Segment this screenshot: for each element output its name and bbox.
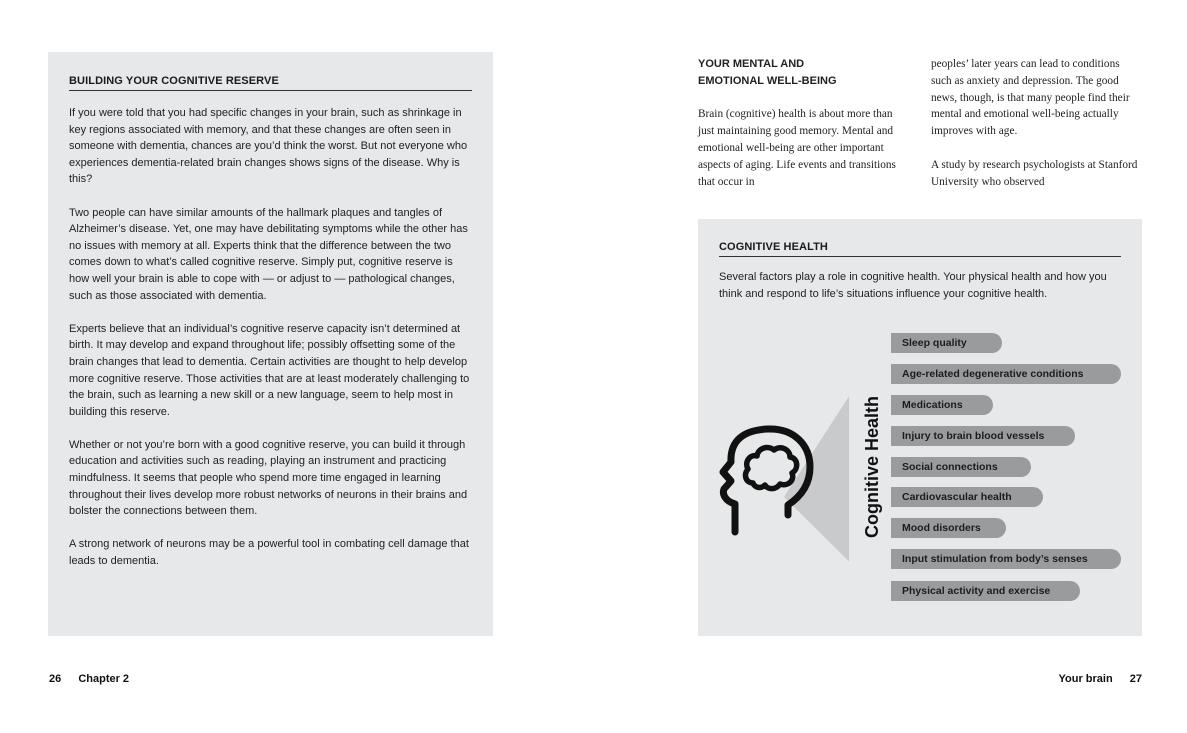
factor-physical-activity: Physical activity and exercise: [891, 581, 1080, 601]
cognitive-reserve-sidebar: [48, 52, 493, 636]
factor-mood-disorders: Mood disorders: [891, 518, 1006, 538]
right-page-number: 27: [1129, 673, 1142, 685]
paragraph: peoples’ later years can lead to conditions such as anxiety and depression. The good news, though, is that many people find their mental and emotional well-being actually improves with age.: [931, 58, 1130, 138]
cognitive-health-panel: [698, 219, 1142, 636]
cognitive-health-vertical-label: Cognitive Health: [862, 395, 882, 539]
cognitive-health-heading: COGNITIVE HEALTH: [719, 240, 1121, 257]
factor-injury-to-brain-blood-vessels: Injury to brain blood vessels: [891, 426, 1075, 446]
chapter-label: Chapter 2: [78, 673, 130, 685]
cognitive-reserve-heading: BUILDING YOUR COGNITIVE RESERVE: [69, 74, 472, 91]
paragraph: A strong network of neurons may be a powerful tool in combating cell damage that leads to dementia.: [69, 538, 469, 568]
factor-social-connections: Social connections: [891, 457, 1031, 477]
paragraph: Two people can have similar amounts of the hallmark plaques and tangles of Alzheimer’s disease. Yet, one may have debilitating symptoms while the other has no issues with memory at all. Experts think that the difference between the two comes down to what’s called cognitive reserve. Simply put, cognitive reserve is how well your brain is able to cope with — or adjust to — pathological changes, such as those associated with dementia.: [69, 206, 468, 302]
right-page-footer: [1058, 673, 1142, 685]
paragraph: Whether or not you’re born with a good cognitive reserve, you can build it through education and activities such as reading, playing an instrument and practicing mindfulness. It seems that people who spend more time engaged in learning throughout their lives develop more robust networks of neurons in their brains and bolster the connections between them.: [69, 438, 468, 518]
factor-input-stimulation: Input stimulation from body’s senses: [891, 549, 1121, 569]
paragraph: If you were told that you had specific changes in your brain, such as shrinkage in key regions associated with memory, and that these changes are often seen in someone with dementia, chances are you’d think the worst. But not everyone who experiences dementia-related brain changes shows signs of the disease. Why is this?: [69, 107, 468, 186]
factor-medications: Medications: [891, 395, 993, 415]
cognitive-health-intro: Several factors play a role in cognitive health. Your physical health and how you think and respond to life’s situations influence your cognitive health.: [719, 271, 1107, 300]
factor-cardiovascular-health: Cardiovascular health: [891, 487, 1043, 507]
mental-wellbeing-column-1: [698, 56, 898, 207]
left-page-number: 26: [49, 673, 62, 685]
paragraph: A study by research psychologists at Stanford University who observed: [931, 158, 1138, 188]
left-page-footer: [49, 673, 143, 685]
mental-wellbeing-title: YOUR MENTAL AND EMOTIONAL WELL-BEING: [698, 58, 837, 87]
mental-wellbeing-column-2: [931, 56, 1143, 207]
paragraph: Experts believe that an individual’s cognitive reserve capacity isn’t determined at birth. It may develop and expand throughout life; possibly offsetting some of the brain changes that lead to dementia. Certain activities are thought to help develop more cognitive reserve. Those activities that are at least moderately challenging to the brain, such as learning a new skill or a new language, seem to help most in building this reserve.: [69, 322, 470, 418]
factor-sleep-quality: Sleep quality: [891, 333, 1002, 353]
section-label: Your brain: [1058, 673, 1113, 685]
factor-age-related-degenerative-conditions: Age-related degenerative conditions: [891, 364, 1121, 384]
paragraph: Brain (cognitive) health is about more than just maintaining good memory. Mental and emotional well-being are other important aspects of aging. Life events and transitions that occur in: [698, 108, 896, 188]
